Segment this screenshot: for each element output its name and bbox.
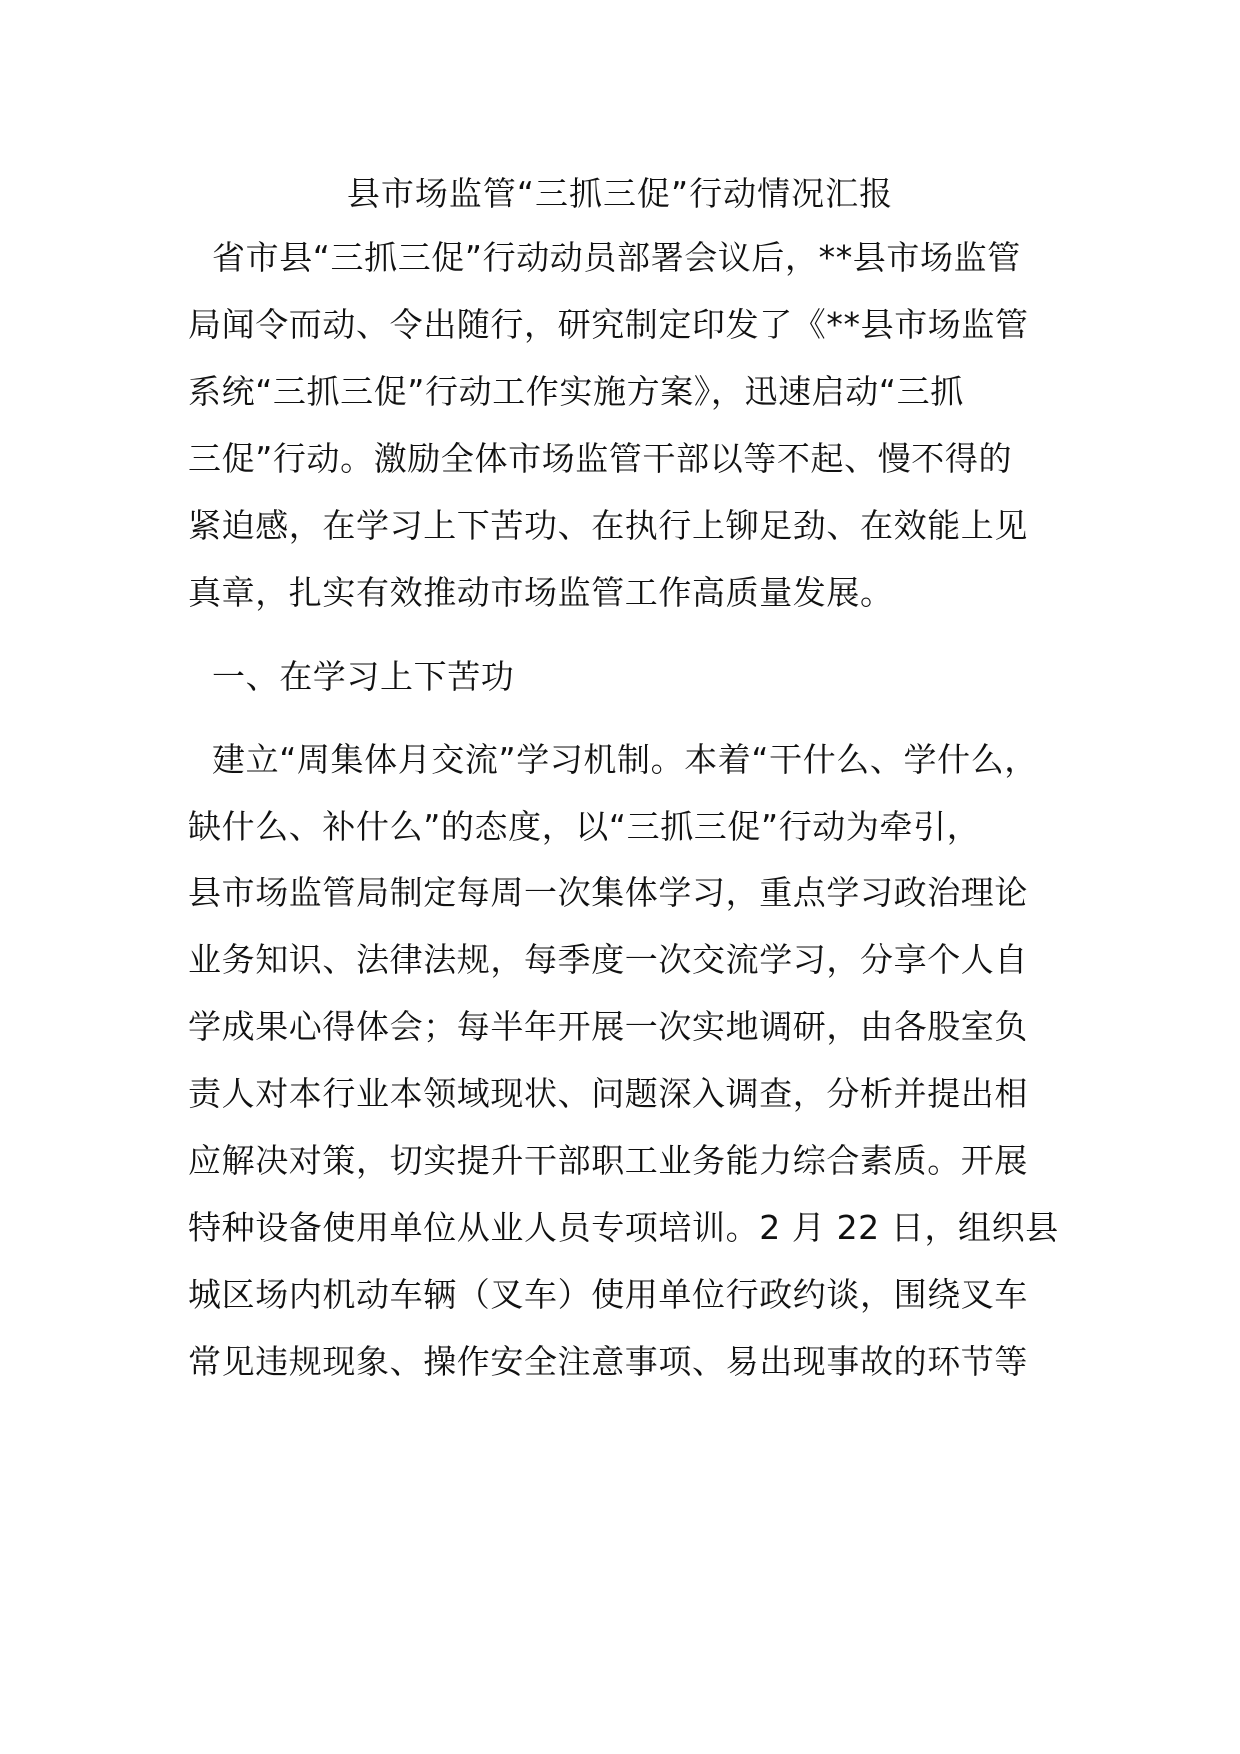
paragraph-1-line-5: 紧迫感，在学习上下苦功、在执行上铆足劲、在效能上见 [188, 506, 1028, 545]
paragraph-2-line-3: 县市场监管局制定每周一次集体学习，重点学习政治理论 [188, 873, 1028, 912]
paragraph-1-line-6: 真章，扎实有效推动市场监管工作高质量发展。 [188, 573, 894, 612]
paragraph-1-line-4: 三促”行动。激励全体市场监管干部以等不起、慢不得的 [188, 439, 1013, 478]
paragraph-1-line-3: 系统“三抓三促”行动工作实施方案》，迅速启动“三抓 [188, 372, 964, 411]
paragraph-2-line-1: 建立“周集体月交流”学习机制。本着“干什么、学什么， [212, 740, 1038, 779]
paragraph-2-line-6: 责人对本行业本领域现状、问题深入调查，分析并提出相 [188, 1074, 1028, 1113]
paragraph-1-line-2: 局闻令而动、令出随行，研究制定印发了《**县市场监管 [188, 305, 1029, 344]
section-heading-1: 一、在学习上下苦功 [212, 657, 515, 696]
paragraph-2-line-10: 常见违规现象、操作安全注意事项、易出现事故的环节等 [188, 1342, 1028, 1381]
document-title: 县市场监管“三抓三促”行动情况汇报 [346, 174, 894, 213]
paragraph-1-line-1: 省市县“三抓三促”行动动员部署会议后，**县市场监管 [212, 238, 1021, 277]
paragraph-2-line-5: 学成果心得体会；每半年开展一次实地调研，由各股室负 [188, 1007, 1028, 1046]
paragraph-2-line-2: 缺什么、补什么”的态度，以“三抓三促”行动为牵引， [188, 807, 981, 846]
paragraph-2-line-8: 特种设备使用单位从业人员专项培训。2 月 22 日，组织县 [188, 1208, 1059, 1247]
paragraph-2-line-7: 应解决对策，切实提升干部职工业务能力综合素质。开展 [188, 1141, 1028, 1180]
paragraph-2-line-4: 业务知识、法律法规，每季度一次交流学习，分享个人自 [188, 940, 1028, 979]
paragraph-2-line-9: 城区场内机动车辆（叉车）使用单位行政约谈，围绕叉车 [188, 1275, 1028, 1314]
